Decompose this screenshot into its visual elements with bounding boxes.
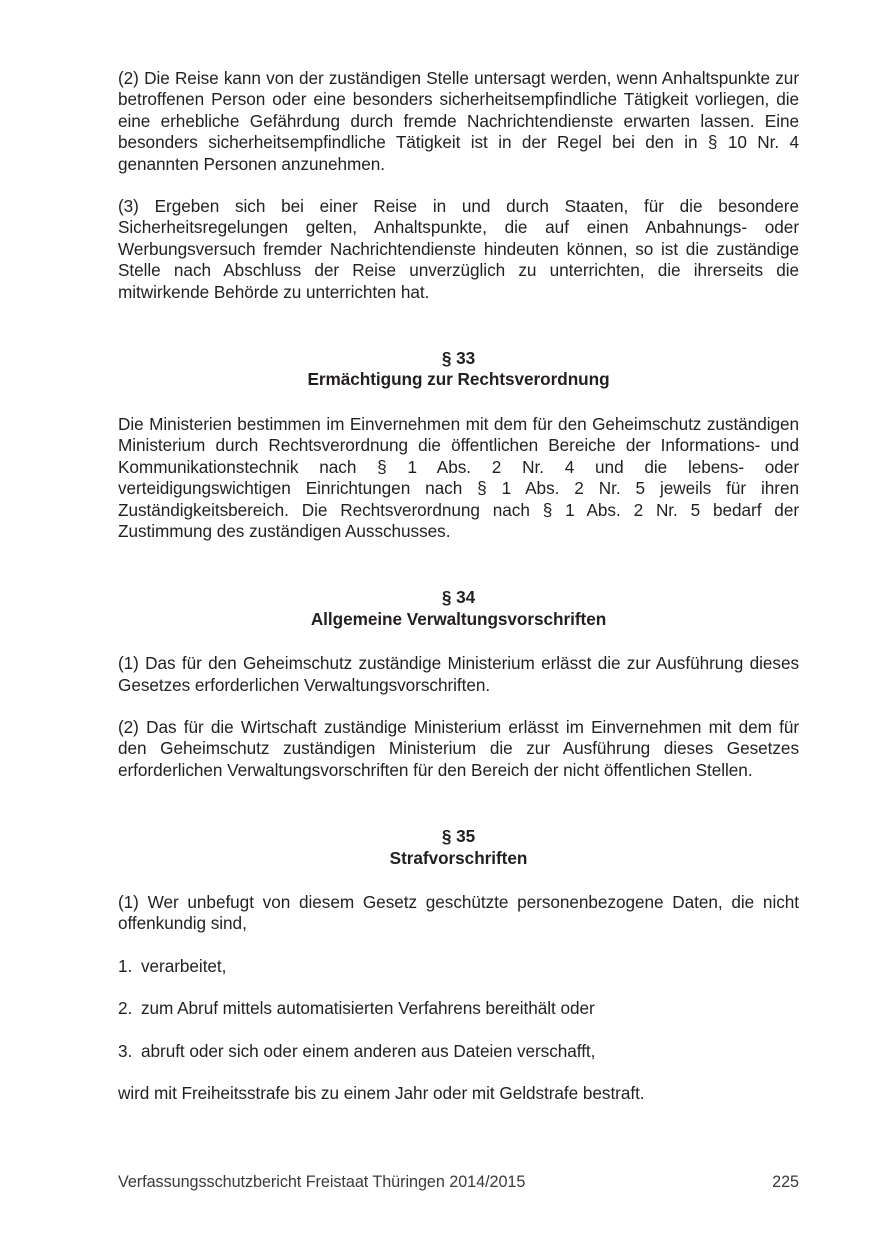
list-item-number: 3. xyxy=(118,1040,133,1061)
list-item-number: 2. xyxy=(118,998,133,1019)
list-item xyxy=(118,1041,799,1062)
section-heading-35 xyxy=(118,826,799,869)
footer-title: Verfassungsschutzbericht Freistaat Thüringen 2014/2015 xyxy=(118,1173,526,1191)
section-number-34: § 34 xyxy=(441,587,476,608)
section-title-34: Allgemeine Verwaltungsvorschriften xyxy=(310,608,607,629)
section-heading-33 xyxy=(118,348,799,391)
paragraph-absatz-2: (2) Die Reise kann von der zuständigen Stelle untersagt werden, wenn Anhaltspunkte zur betroffenen Person oder eine besonders sicherheitsempfindliche Tätigkeit vorliegen, die eine erhebliche Gefährdung durch fremde Nachrichtendienste erwarten lassen. Eine besonders sicherheitsempfindliche Tätigkeit ist in der Regel bei den in § 10 Nr. 4 genannten Personen anzunehmen. xyxy=(118,68,799,174)
page-number: 225 xyxy=(772,1173,799,1191)
section-number-33: § 33 xyxy=(441,348,476,369)
section-33-paragraph: Die Ministerien bestimmen im Einvernehmen mit dem für den Geheimschutz zuständigen Ministerium durch Rechtsverordnung die öffentlichen Bereiche der Informations- und Kommunikationstechnik nach § 1 Abs. 2 Nr. 4 und die lebens- oder verteidigungswichtigen Einrichtungen nach § 1 Abs. 2 Nr. 5 jeweils für ihren Zuständigkeitsbereich. Die Rechtsverordnung nach § 1 Abs. 2 Nr. 5 bedarf der Zustimmung des zuständigen Ausschusses. xyxy=(118,413,799,541)
section-34-paragraph-2: (2) Das für die Wirtschaft zuständige Ministerium erlässt im Einvernehmen mit dem für den Geheimschutz zuständigen Ministerium die zur Ausführung dieses Gesetzes erforderlichen Verwaltungsvorschriften für den Bereich der nicht öffentlichen Stellen. xyxy=(118,716,799,780)
section-number-35: § 35 xyxy=(441,826,476,847)
section-title-35: Strafvorschriften xyxy=(389,847,528,868)
list-item-label: abruft oder sich oder einem anderen aus Dateien verschafft, xyxy=(141,1040,596,1061)
section-34-paragraph-1: (1) Das für den Geheimschutz zuständige Ministerium erlässt die zur Ausführung dieses Gesetzes erforderlichen Verwaltungsvorschriften. xyxy=(118,653,799,695)
paragraph-absatz-3: (3) Ergeben sich bei einer Reise in und durch Staaten, für die besondere Sicherheitsregelungen gelten, Anhaltspunkte, die auf einen Anbahnungs- oder Werbungsversuch fremder Nachrichtendienste hindeuten können, so ist die zuständige Stelle nach Abschluss der Reise unverzüglich zu unterrichten, die ihrerseits die mitwirkende Behörde zu unterrichten hat. xyxy=(118,196,799,302)
list-item-label: zum Abruf mittels automatisierten Verfahrens bereithält oder xyxy=(141,998,595,1019)
list-item xyxy=(118,998,799,1019)
page-content xyxy=(118,68,799,1125)
list-item-number: 1. xyxy=(118,955,133,976)
list-item xyxy=(118,956,799,977)
page-footer xyxy=(118,1172,799,1192)
section-heading-34 xyxy=(118,587,799,630)
section-35-paragraph-1-intro: (1) Wer unbefugt von diesem Gesetz geschützte personenbezogene Daten, die nicht offenkundig sind, xyxy=(118,891,799,934)
section-title-33: Ermächtigung zur Rechtsverordnung xyxy=(307,369,610,390)
section-35-closing: wird mit Freiheitsstrafe bis zu einem Jahr oder mit Geldstrafe bestraft. xyxy=(118,1083,645,1103)
list-item-label: verarbeitet, xyxy=(141,955,227,976)
